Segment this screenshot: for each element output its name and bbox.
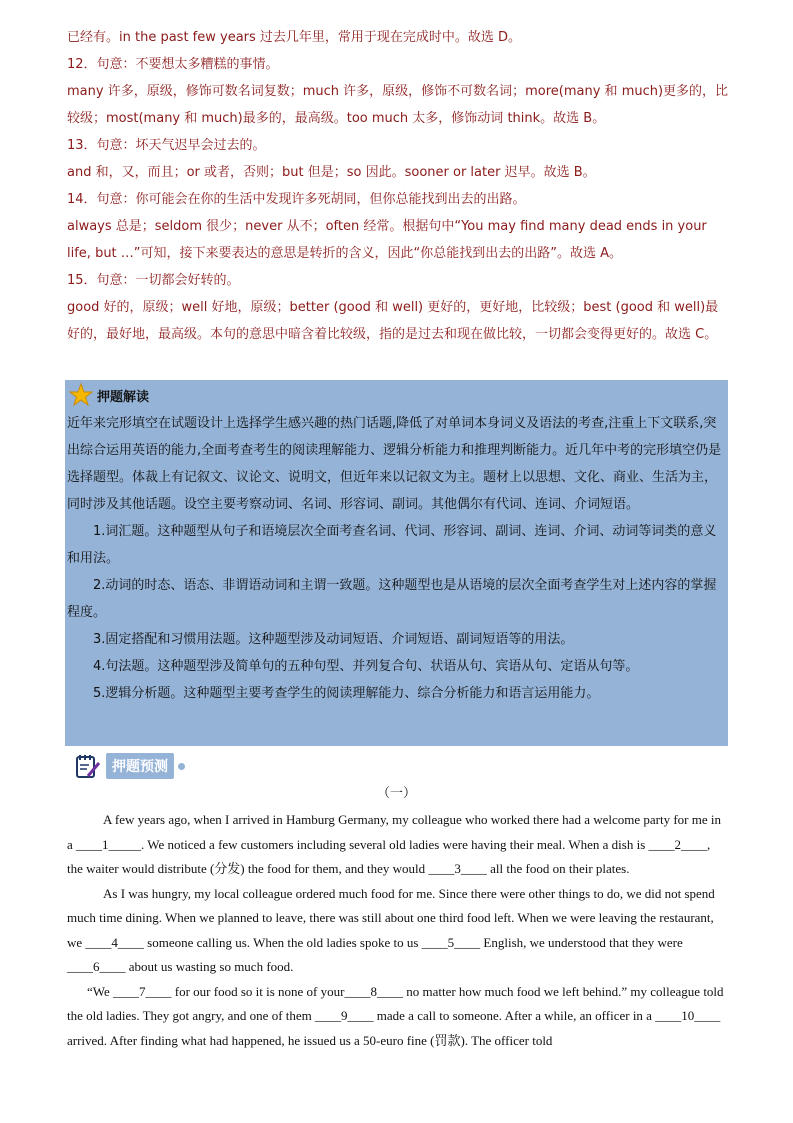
passage-paragraph: As I was hungry, my local colleague ordered much food for me. Since there were other things to do, we did not spend much time dining. When we planned to leave, there was still about one third food left. When we were leaving the restaurant, we ____4____ someone calling us. When the old ladies spoke to us ____5____ English, we understood that they were ____6____ about us wasting so much food. [67,885,715,974]
analysis-header [65,380,728,410]
answer-line: always 总是；seldom 很少；never 从不；often 经常。根据句中“You may find many dead ends in your life, but …”可知，接下来要表达的意思是转折的含义，因此“你总能找到出去的出路”。故选 A。 [67,219,707,261]
notepad-pen-icon [74,752,102,780]
answer-line: many 许多，原级，修饰可数名词复数；much 许多，原级，修饰不可数名词；more(many 和 much)更多的，比较级；most(many 和 much)最多的，最高级。too much 太多，修饰动词 think。故选 B。 [67,84,729,126]
answer-line: 已经有。in the past few years 过去几年里，常用于现在完成时中。故选 D。 [67,30,522,45]
analysis-body [65,410,728,707]
cloze-passage [67,808,729,1053]
analysis-item: 4.句法题。这种题型涉及简单句的五种句型、并列复合句、状语从句、宾语从句、定语从句等。 [93,659,639,674]
prediction-header [74,752,185,780]
answer-line: 14．句意：你可能会在你的生活中发现许多死胡同，但你总能找到出去的出路。 [67,192,526,207]
analysis-item: 1.词汇题。这种题型从句子和语境层次全面考查名词、代词、形容词、副词、连词、介词、动词等词类的意义和用法。 [67,524,717,566]
section-number: （一） [376,785,416,800]
analysis-item: 5.逻辑分析题。这种题型主要考查学生的阅读理解能力、综合分析能力和语言运用能力。 [93,686,600,701]
analysis-item: 3.固定搭配和习惯用法题。这种题型涉及动词短语、介词短语、副词短语等的用法。 [93,632,574,647]
analysis-title: 押题解读 [97,389,150,405]
star-icon [69,383,93,407]
decorative-dot [178,763,185,770]
answer-line: and 和，又，而且；or 或者，否则；but 但是；so 因此。sooner or later 迟早。故选 B。 [67,165,596,180]
analysis-box [65,380,728,746]
answer-line: 12．句意：不要想太多糟糕的事情。 [67,57,279,72]
passage-paragraph: A few years ago, when I arrived in Hamburg Germany, my colleague who worked there had a welcome party for me in a ____1_____. We noticed a few customers including several old ladies were having their meal. When a dish is ____2____, the waiter would distribute (分发) the food for them, and they would ____3____ all the food on their plates. [67,812,722,876]
answer-line: 15．句意：一切都会好转的。 [67,273,240,288]
analysis-intro: 近年来完形填空在试题设计上选择学生感兴趣的热门话题,降低了对单词本身词义及语法的考查,注重上下文联系,突出综合运用英语的能力,全面考查考生的阅读理解能力、逻辑分析能力和推理判断能力。近几年中考的完形填空仍是选择题型。体裁上有记叙文、议论文、说明文，但近年来以记叙文为主。题材上以思想、文化、商业、生活为主，同时涉及其他话题。设空主要考察动词、名词、形容词、副词。其他偶尔有代词、连词、介词短语。 [67,416,722,512]
analysis-item: 2.动词的时态、语态、非谓语动词和主谓一致题。这种题型也是从语境的层次全面考查学生对上述内容的掌握程度。 [67,578,717,620]
passage-paragraph: “We ____7____ for our food so it is none of your____8____ no matter how much food we left behind.” my colleague told the old ladies. They got angry, and one of them ____9____ made a call to someone. After a while, an officer in a ____10____ arrived. After finding what had happened, he issued us a 50-euro fine (罚款). The officer told [67,983,724,1048]
prediction-title: 押题预测 [106,753,174,779]
answer-line: good 好的，原级；well 好地，原级；better (good 和 well) 更好的，更好地，比较级；best (good 和 well)最好的，最好地，最高级。本句的意思中暗含着比较级，指的是过去和现在做比较，一切都会变得更好的。故选 C。 [67,300,719,342]
answer-line: 13．句意：坏天气迟早会过去的。 [67,138,266,153]
answer-explanations [0,24,729,348]
